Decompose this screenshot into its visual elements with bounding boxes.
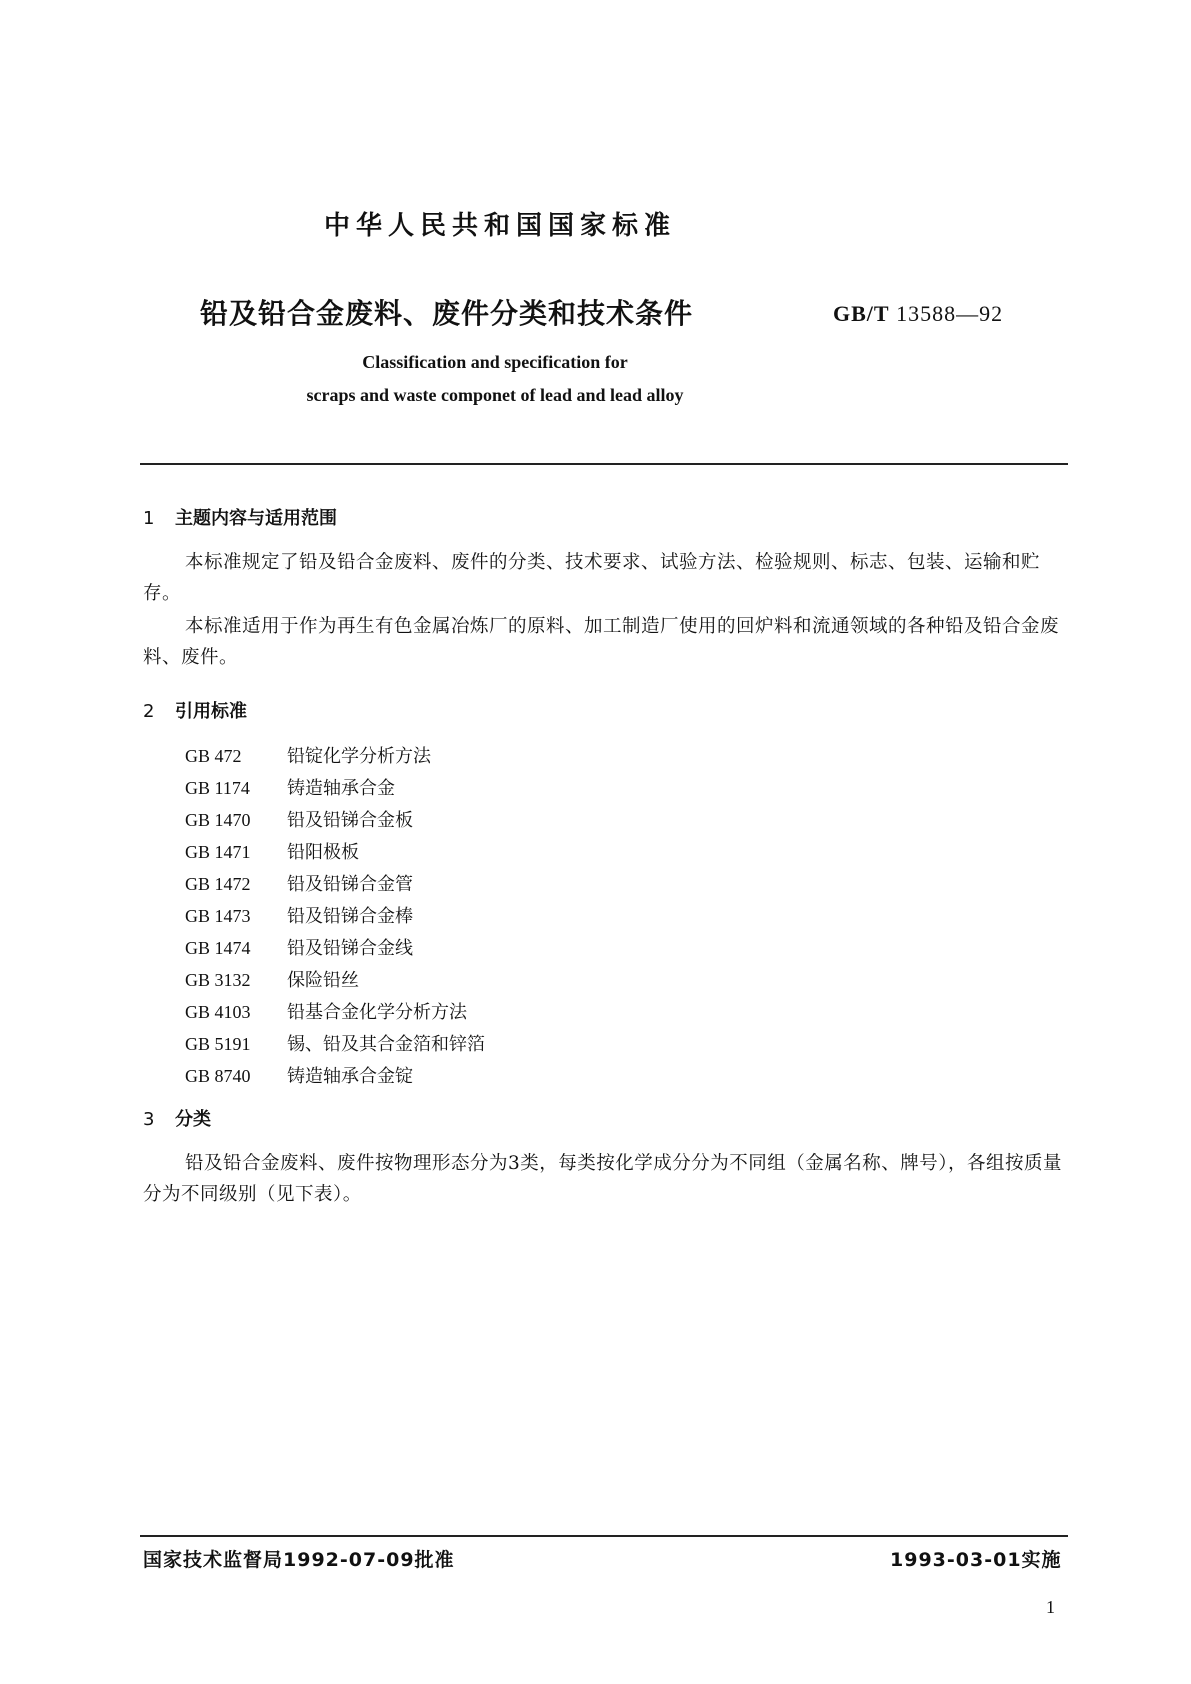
section-1-heading <box>143 504 337 530</box>
reference-item <box>185 868 485 900</box>
section-1-paragraph-1: 本标准规定了铅及铅合金废料、废件的分类、技术要求、试验方法、检验规则、标志、包装、运输和贮存。 <box>143 552 1041 604</box>
reference-item <box>185 740 485 772</box>
reference-name: 铅锭化学分析方法 <box>287 746 431 767</box>
reference-name: 铸造轴承合金 <box>287 778 395 799</box>
reference-item <box>185 996 485 1028</box>
reference-item <box>185 900 485 932</box>
english-title-line2: scraps and waste componet of lead and lead alloy <box>306 385 684 405</box>
reference-name: 铅及铅锑合金线 <box>287 938 413 959</box>
section-number: 1 <box>143 508 155 529</box>
reference-name: 铅基合金化学分析方法 <box>287 1002 467 1023</box>
reference-item <box>185 964 485 996</box>
reference-code: GB 1470 <box>185 810 251 830</box>
reference-name: 保险铅丝 <box>287 970 359 991</box>
effective-date: 1993-03-01实施 <box>890 1549 1062 1571</box>
reference-item <box>185 1060 485 1092</box>
header-divider <box>140 463 1068 465</box>
reference-name: 铅阳极板 <box>287 842 359 863</box>
document-title: 铅及铅合金废料、废件分类和技术条件 <box>200 297 694 330</box>
reference-name: 铅及铅锑合金管 <box>287 874 413 895</box>
english-title-line1: Classification and specification for <box>362 352 628 372</box>
section-3-paragraph-1: 铅及铅合金废料、废件按物理形态分为3类，每类按化学成分分为不同组（金属名称、牌号），各组按质量分为不同级别（见下表）。 <box>143 1153 1063 1205</box>
reference-name: 锡、铅及其合金箔和锌箔 <box>287 1034 485 1055</box>
reference-code: GB 8740 <box>185 1066 251 1086</box>
reference-code: GB 1174 <box>185 778 250 798</box>
reference-code: GB 3132 <box>185 970 251 990</box>
reference-code: GB 4103 <box>185 1002 251 1022</box>
section-2-heading <box>143 697 247 723</box>
national-standard-heading: 中华人民共和国国家标准 <box>323 211 676 241</box>
reference-code: GB 1474 <box>185 938 251 958</box>
reference-item <box>185 932 485 964</box>
reference-list <box>185 740 485 1092</box>
reference-code: GB 1473 <box>185 906 251 926</box>
reference-code: GB 1472 <box>185 874 251 894</box>
reference-code: GB 472 <box>185 746 242 766</box>
reference-item <box>185 1028 485 1060</box>
standard-number <box>833 301 1003 327</box>
section-number: 2 <box>143 701 155 722</box>
reference-name: 铸造轴承合金锭 <box>287 1066 413 1087</box>
reference-code: GB 1471 <box>185 842 251 862</box>
section-title: 引用标准 <box>175 701 247 722</box>
section-title: 主题内容与适用范围 <box>175 508 337 529</box>
reference-name: 铅及铅锑合金棒 <box>287 906 413 927</box>
section-title: 分类 <box>175 1109 211 1130</box>
reference-item <box>185 804 485 836</box>
page-number: 1 <box>1046 1597 1055 1617</box>
section-3-heading <box>143 1105 211 1131</box>
reference-item <box>185 772 485 804</box>
section-number: 3 <box>143 1109 155 1130</box>
reference-name: 铅及铅锑合金板 <box>287 810 413 831</box>
footer-divider <box>140 1535 1068 1537</box>
section-1-paragraph-2: 本标准适用于作为再生有色金属冶炼厂的原料、加工制造厂使用的回炉料和流通领域的各种铅及铅合金废料、废件。 <box>143 616 1060 668</box>
approval-date: 国家技术监督局1992-07-09批准 <box>143 1549 455 1571</box>
reference-item <box>185 836 485 868</box>
reference-code: GB 5191 <box>185 1034 251 1054</box>
standard-code: 13588—92 <box>896 301 1004 326</box>
standard-prefix: GB/T <box>833 301 890 326</box>
